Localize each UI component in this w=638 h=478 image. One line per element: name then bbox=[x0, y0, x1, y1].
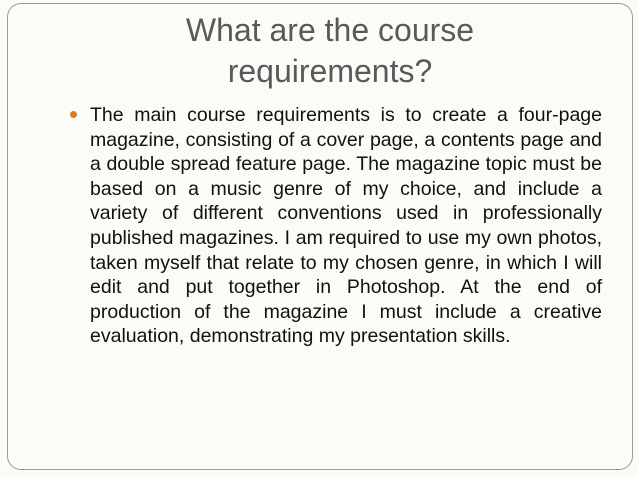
circle-bullet-icon bbox=[70, 111, 77, 118]
bullet-item bbox=[66, 103, 602, 349]
slide-title: What are the course requirements? bbox=[185, 12, 475, 89]
bullet-text: The main course requirements is to create a four-page magazine, consisting of a cover page, a contents page and a double spread feature page. The magazine topic must be based on a music genre of my choice, and include a variety of different conventions used in professionally published magazines. I am required to use my own photos, taken myself that relate to my chosen genre, in which I will edit and put together in Photoshop. At the end of production of the magazine I must include a creative evaluation, demonstrating my presentation skills. bbox=[90, 104, 602, 348]
bullet-list bbox=[66, 103, 602, 349]
